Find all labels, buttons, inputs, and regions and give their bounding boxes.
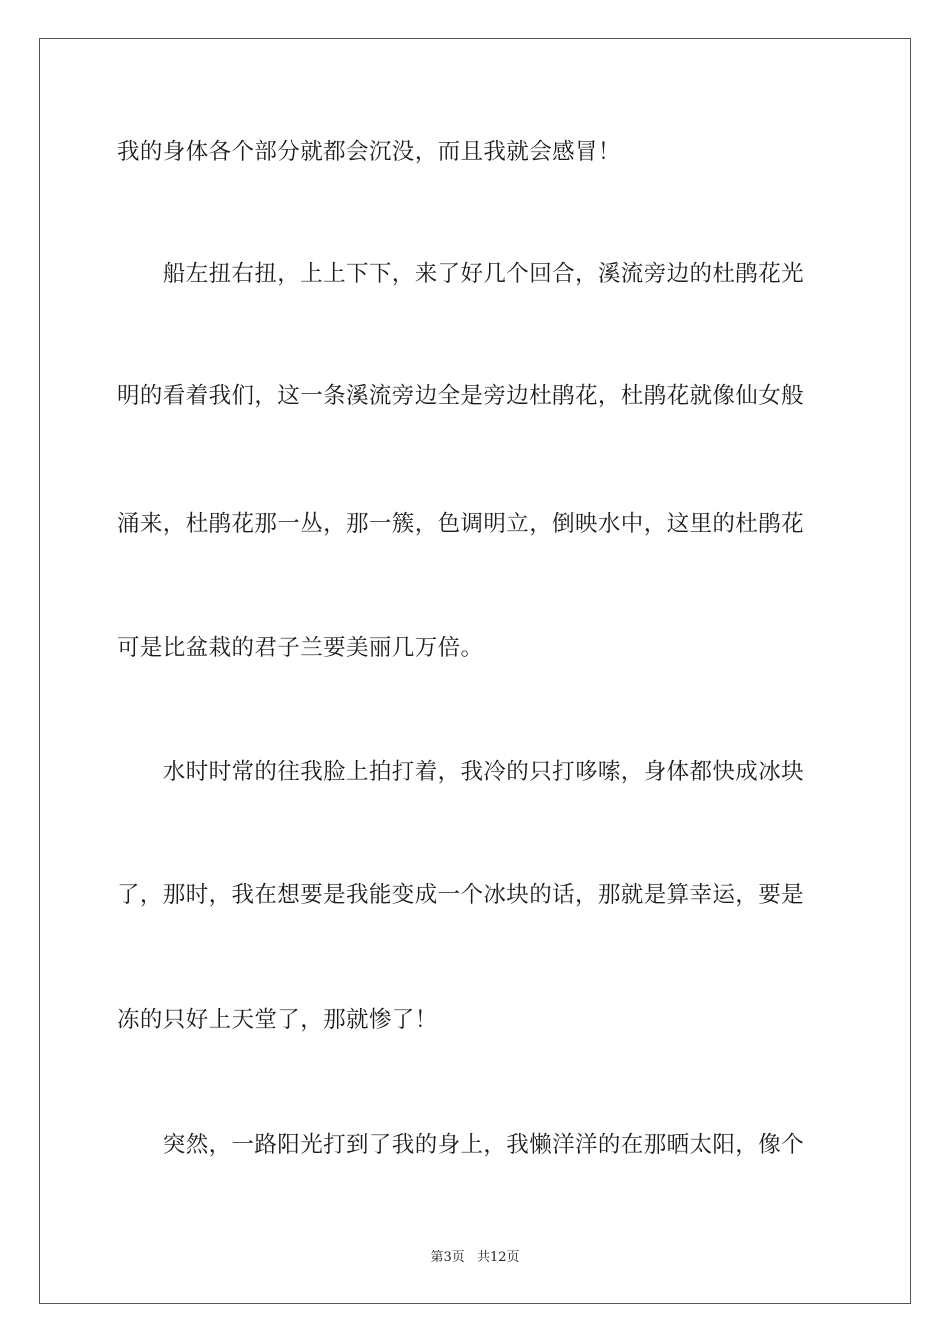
text-line: 涌来，杜鹃花那一丛，那一簇，色调明立，倒映水中，这里的杜鹃花 <box>117 511 805 537</box>
page-number: 第3页 <box>430 1250 465 1265</box>
text-line: 冻的只好上天堂了，那就惨了！ <box>117 1007 438 1033</box>
text-line: 可是比盆栽的君子兰要美丽几万倍。 <box>117 635 484 661</box>
text-line: 我的身体各个部分就都会沉没，而且我就会感冒！ <box>117 139 621 165</box>
page-total: 共12页 <box>476 1250 520 1265</box>
page-border <box>39 38 911 1304</box>
text-line: 了，那时，我在想要是我能变成一个冰块的话，那就是算幸运，要是 <box>117 882 805 908</box>
text-line: 突然，一路阳光打到了我的身上，我懒洋洋的在那晒太阳，像个 <box>117 1132 805 1158</box>
text-line: 船左扭右扭，上上下下，来了好几个回合，溪流旁边的杜鹃花光 <box>117 261 805 287</box>
text-line: 水时时常的往我脸上拍打着，我冷的只打哆嗦，身体都快成冰块 <box>117 759 805 785</box>
text-line: 明的看着我们，这一条溪流旁边全是旁边杜鹃花，杜鹃花就像仙女般 <box>117 383 805 409</box>
page-footer <box>0 1246 950 1265</box>
